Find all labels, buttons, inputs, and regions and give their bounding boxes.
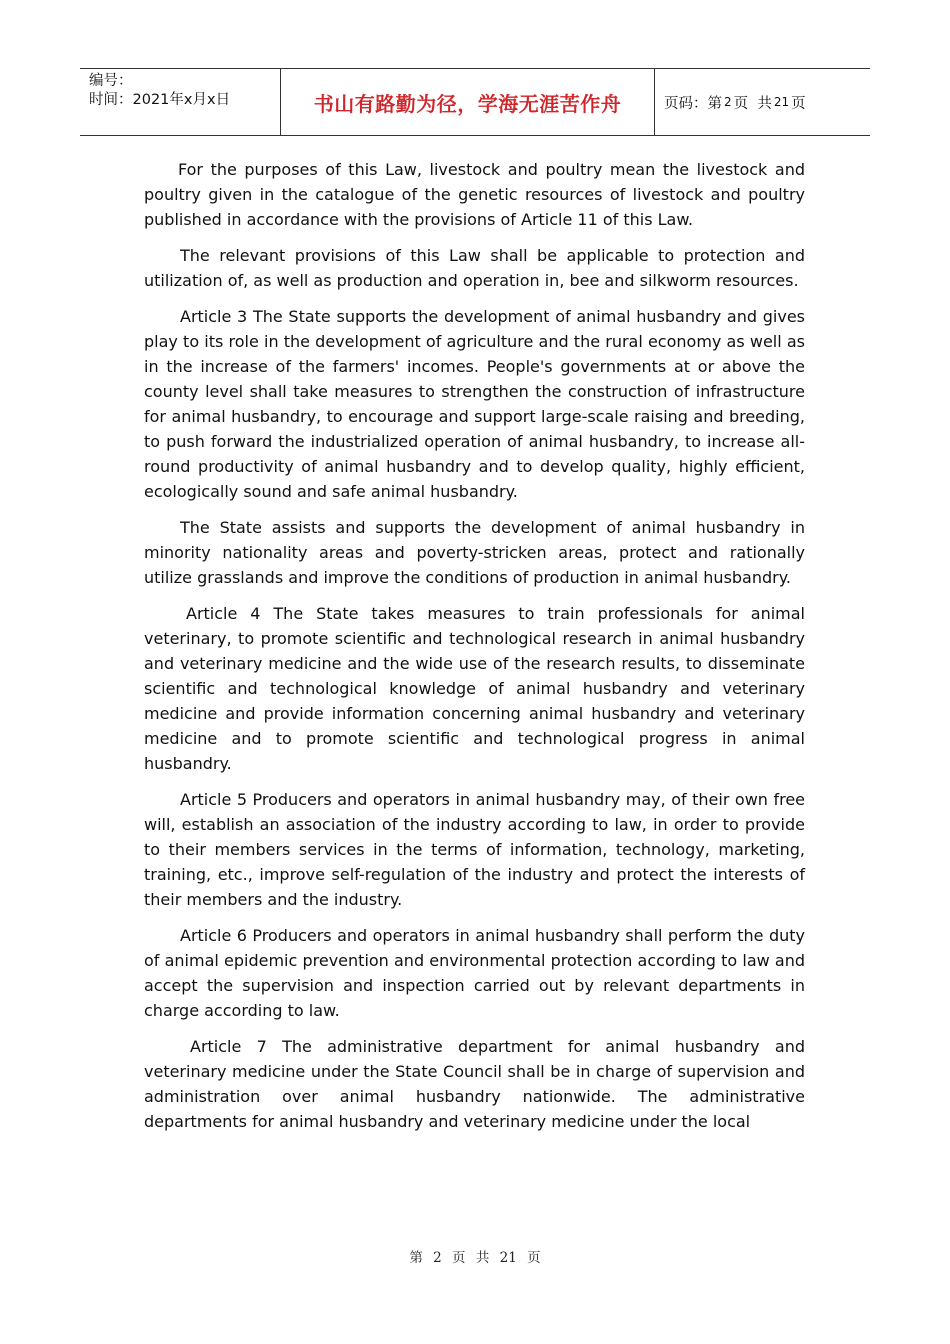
paragraph: Article 4 The State takes measures to train professionals for animal veterinary, to promote scientific and technological research in animal husbandry and veterinary medicine and the wide use of the research results, to disseminate scientific and technological knowledge of animal husbandry and veterinary medicine and provide information concerning animal husbandry and veterinary medicine and to promote scientific and technological progress in animal husbandry. [144, 604, 805, 773]
paragraph: The relevant provisions of this Law shall be applicable to protection and utilization of, as well as production and operation in, bee and silkworm resources. [144, 246, 805, 290]
page-total: 21 [773, 95, 790, 109]
motto: 书山有路勤为径，学海无涯苦作舟 [313, 91, 622, 116]
paragraph: Article 6 Producers and operators in animal husbandry shall perform the duty of animal epidemic prevention and environmental protection according to law and accept the supervision and inspection carried out by relevant departments in charge according to law. [144, 926, 805, 1020]
page-footer: 第 2 页 共 21 页 [409, 1250, 541, 1266]
paragraph: The State assists and supports the development of animal husbandry in minority nationality areas and poverty-stricken areas, protect and rationally utilize grasslands and improve the conditions of production in animal husbandry. [144, 518, 805, 587]
header-motto-cell [281, 69, 655, 135]
paragraph: Article 5 Producers and operators in animal husbandry may, of their own free will, establish an association of the industry according to law, in order to provide to their members services in the terms of information, technology, marketing, training, etc., improve self-regulation of the industry and protect the interests of their members and the industry. [144, 790, 805, 909]
page-prefix: 页码：第 [664, 95, 722, 112]
document-body [144, 157, 805, 1145]
paragraph: Article 7 The administrative department for animal husbandry and veterinary medicine under the State Council shall be in charge of supervision and administration over animal husbandry nationwide. The administrative departments for animal husbandry and veterinary medicine under the local [144, 1037, 805, 1131]
paragraph: For the purposes of this Law, livestock and poultry mean the livestock and poultry given in the catalogue of the genetic resources of livestock and poultry published in accordance with the provisions of Article 11 of this Law. [144, 160, 805, 229]
page-header [80, 68, 870, 136]
number-label: 编号： [89, 73, 133, 89]
header-page-number [655, 69, 870, 135]
page-mid: 页 共 [733, 95, 772, 112]
page-current: 2 [724, 95, 732, 109]
page-suffix: 页 [791, 95, 806, 112]
paragraph: Article 3 The State supports the development of animal husbandry and gives play to its role in the development of agriculture and the rural economy as well as in the increase of the farmers' incomes. People's governments at or above the county level shall take measures to strengthen the construction of infrastructure for animal husbandry, to encourage and support large-scale raising and breeding, to push forward the industrialized operation of animal husbandry, to increase all-round productivity of animal husbandry and to develop quality, highly efficient, ecologically sound and safe animal husbandry. [144, 307, 805, 501]
header-meta [80, 69, 281, 135]
time-label: 时间：2021年x月x日 [89, 92, 231, 108]
